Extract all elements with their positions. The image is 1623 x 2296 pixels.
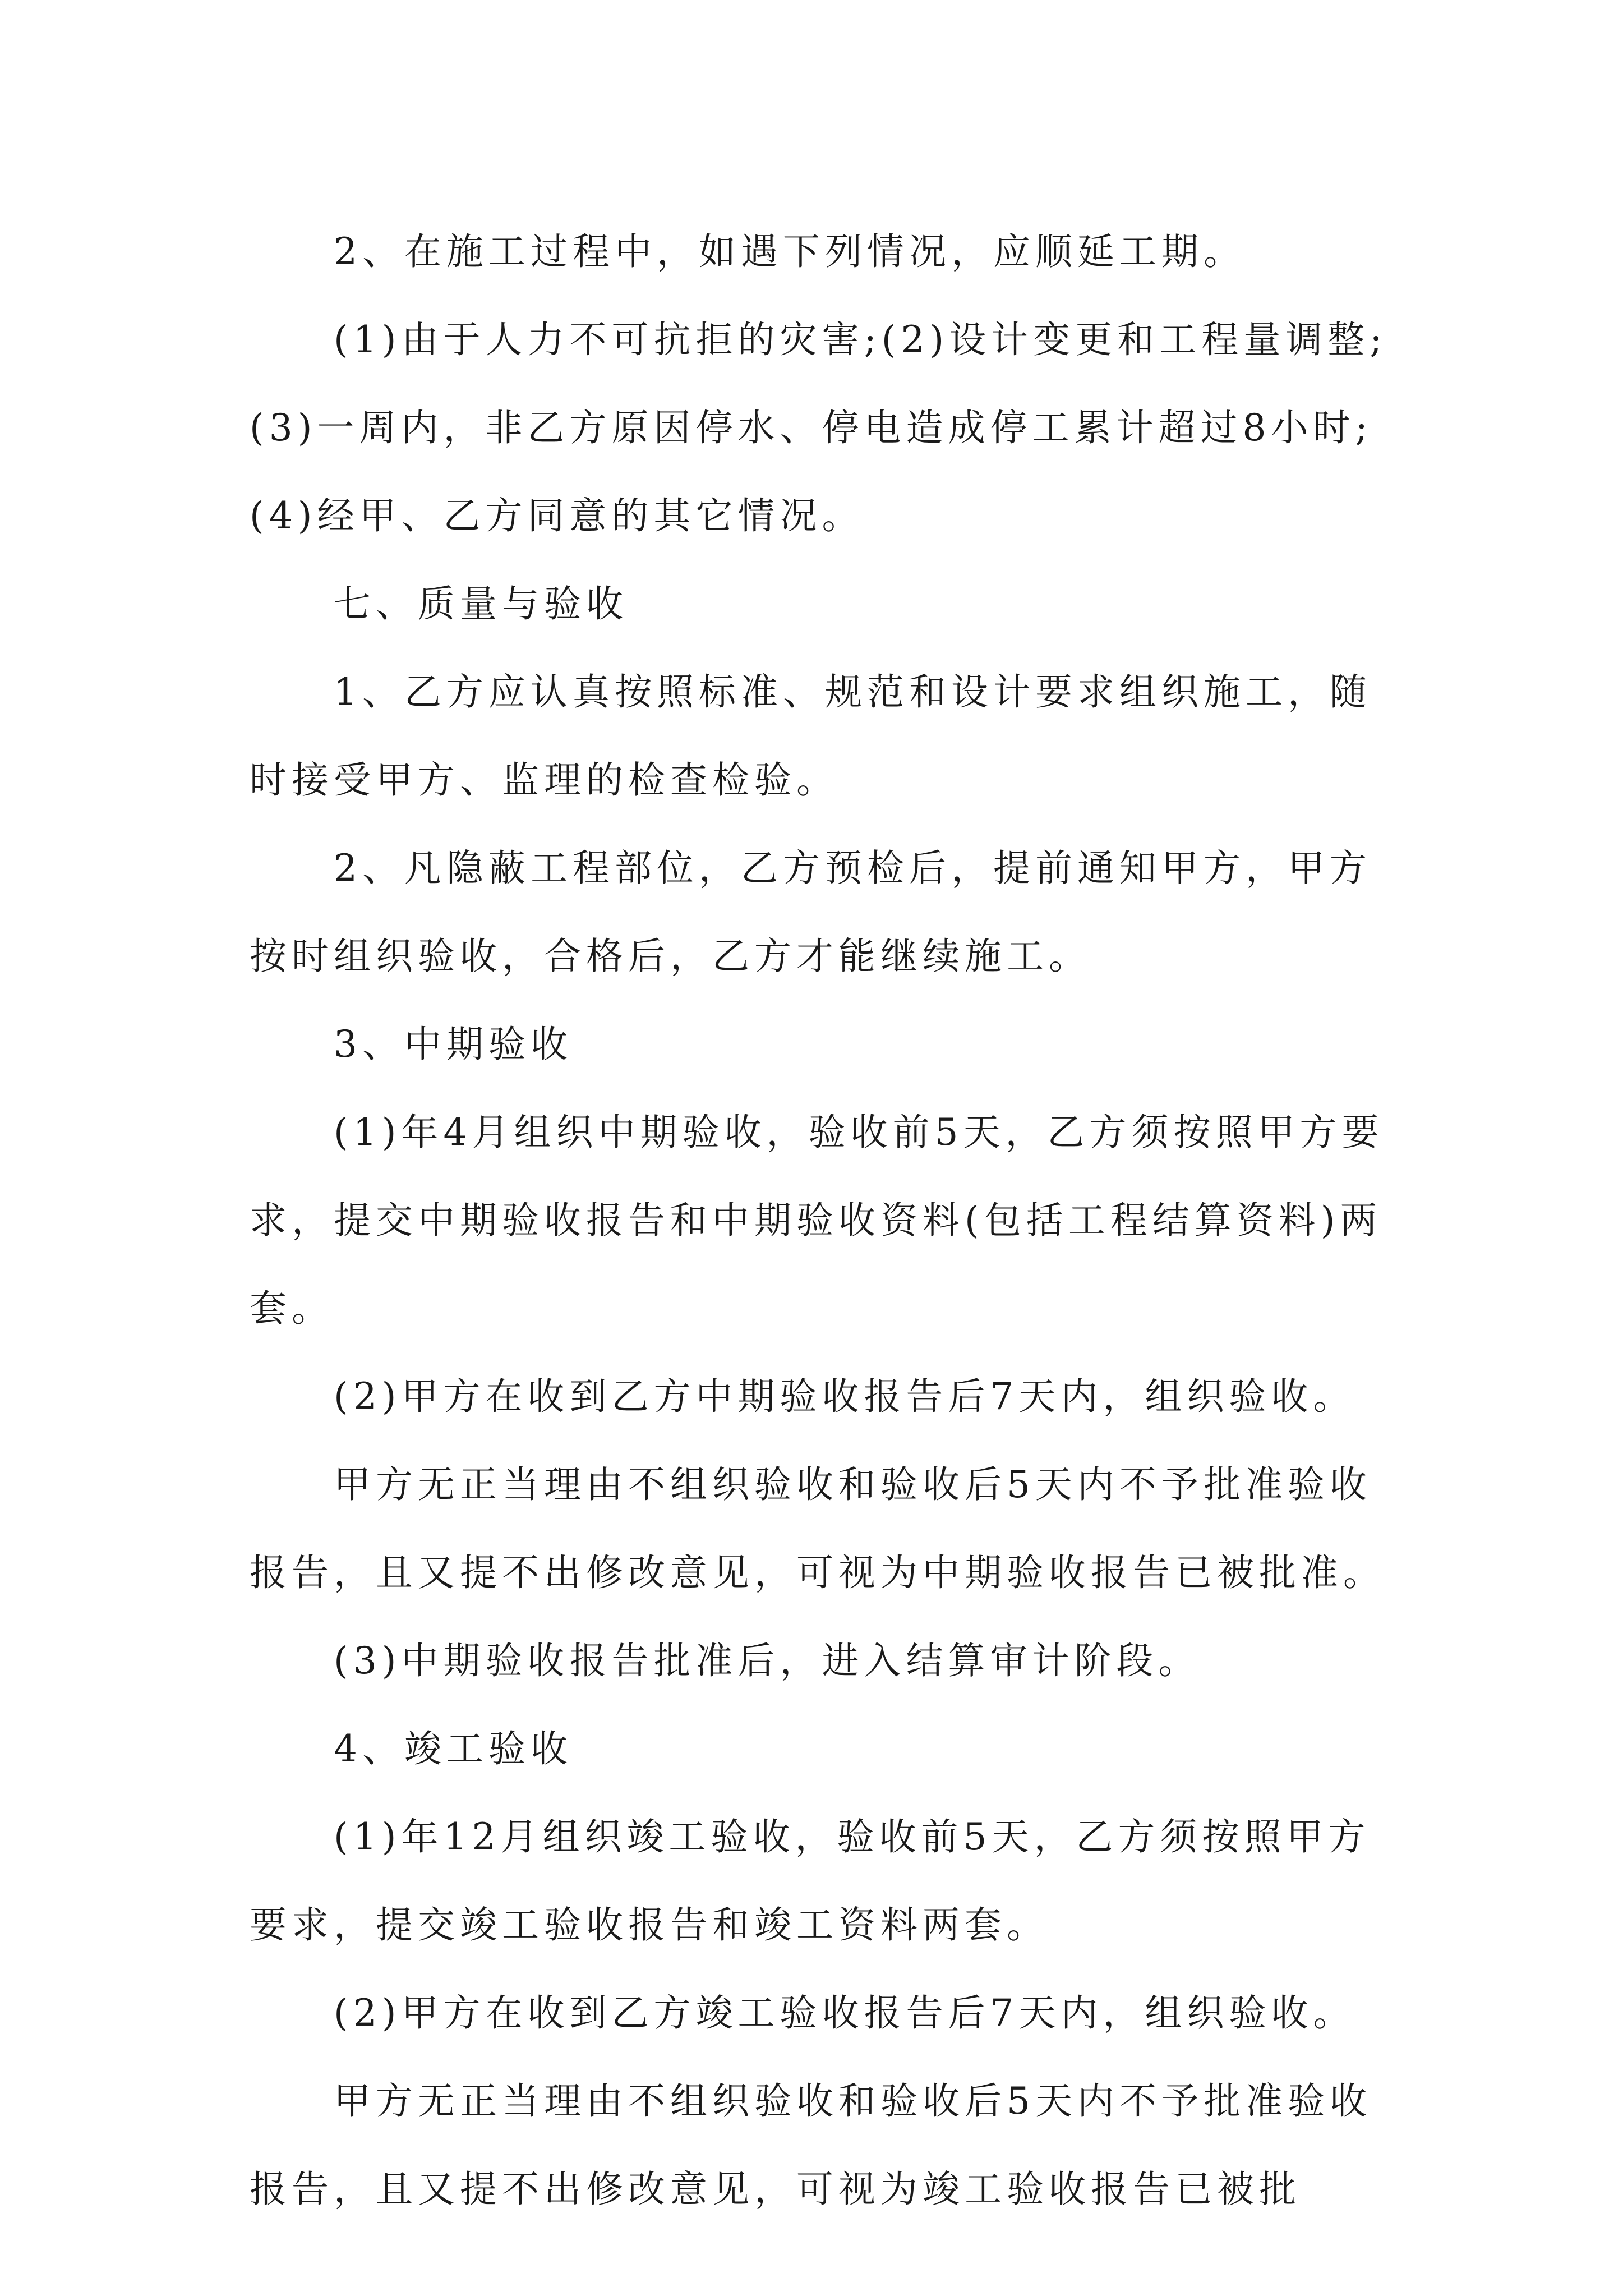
paragraph-completion-1: (1)年12月组织竣工验收，验收前5天，乙方须按照甲方要求，提交竣工验收报告和竣工资料两套。 bbox=[250, 1815, 1371, 1947]
paragraph-completion-approval: 甲方无正当理由不组织验收和验收后5天内不予批准验收报告，且又提不出修改意见，可视为竣工验收报告已被批 bbox=[250, 2079, 1372, 2211]
paragraph-interim-approval: 甲方无正当理由不组织验收和验收后5天内不予批准验收报告，且又提不出修改意见，可视为中期验收报告已被批准。 bbox=[250, 1463, 1385, 1594]
paragraph-completion-2: (2)甲方在收到乙方竣工验收报告后7天内，组织验收。 bbox=[334, 1991, 1355, 2035]
paragraph-extension-clause: 2、在施工过程中，如遇下列情况，应顺延工期。 bbox=[334, 230, 1246, 273]
paragraph-concealed-works: 2、凡隐蔽工程部位，乙方预检后，提前通知甲方，甲方按时组织验收，合格后，乙方才能继续施工。 bbox=[250, 846, 1372, 978]
document-body bbox=[250, 208, 1388, 2233]
subheading-completion-acceptance: 4、竣工验收 bbox=[334, 1727, 573, 1770]
paragraph-extension-conditions: (1)由于人力不可抗拒的灾害;(2)设计变更和工程量调整;(3)一周内，非乙方原因停水、停电造成停工累计超过8小时;(4)经甲、乙方同意的其它情况。 bbox=[250, 318, 1387, 537]
paragraph-interim-1: (1)年4月组织中期验收，验收前5天，乙方须按照甲方要求，提交中期验收报告和中期验收资料(包括工程结算资料)两套。 bbox=[250, 1111, 1384, 1330]
subheading-interim-acceptance: 3、中期验收 bbox=[334, 1023, 573, 1066]
section-heading-quality: 七、质量与验收 bbox=[334, 582, 628, 625]
paragraph-interim-2: (2)甲方在收到乙方中期验收报告后7天内，组织验收。 bbox=[334, 1375, 1355, 1418]
paragraph-quality-standards: 1、乙方应认真按照标准、规范和设计要求组织施工，随时接受甲方、监理的检查检验。 bbox=[250, 670, 1372, 802]
paragraph-interim-3: (3)中期验收报告批准后，进入结算审计阶段。 bbox=[334, 1639, 1201, 1682]
